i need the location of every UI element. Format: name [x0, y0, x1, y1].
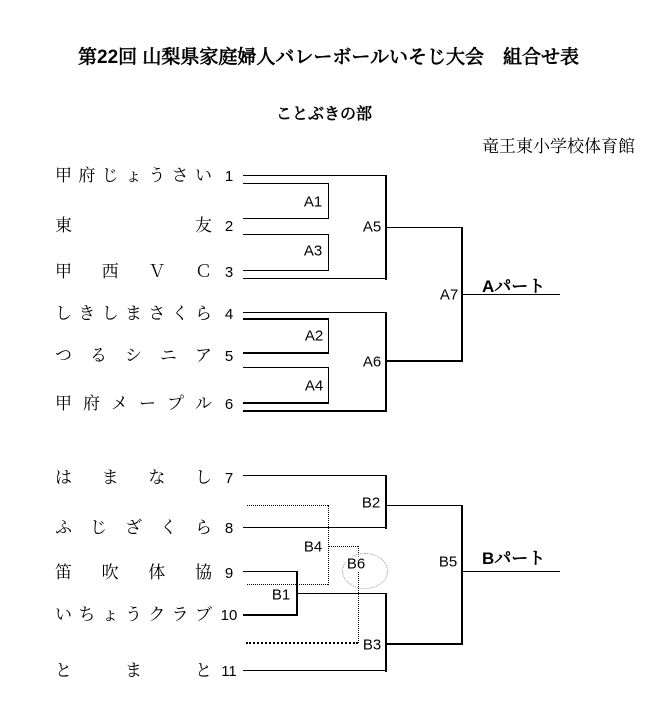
match-b4-winner-dotted-line: [328, 546, 358, 547]
team10-line: [243, 614, 296, 616]
team-row-4: [55, 303, 243, 325]
loser-b1-dotted-line: [247, 584, 328, 585]
match-label-a1: A1: [303, 193, 323, 211]
team-name: 笛 吹 体 協: [55, 563, 212, 582]
team-name: い ち ょ う ク ラ ブ: [55, 605, 212, 624]
team-seed: 9: [224, 565, 234, 582]
team7-line: [243, 475, 386, 476]
match-b4-dotted-bracket: [328, 505, 329, 585]
match-b5-bracket: [461, 505, 463, 645]
match-label-b5: B5: [438, 553, 458, 571]
team-seed: 2: [224, 218, 234, 235]
team-name: 甲 府 メ ー プ ル: [55, 394, 212, 413]
match-label-a5: A5: [362, 218, 382, 236]
match-a1-bracket: [328, 183, 329, 219]
team1-line-a1: [243, 183, 328, 184]
team-seed: 7: [224, 470, 234, 487]
team5-line-a4: [243, 367, 328, 368]
team-name: ふ じ ざ く ら: [55, 518, 212, 537]
team-row-3: [55, 261, 243, 283]
team1-line: [243, 175, 386, 176]
team-seed: 1: [224, 168, 234, 185]
team-name: 甲 西 Ｖ Ｃ: [55, 262, 212, 281]
team11-line: [243, 670, 386, 671]
team-name: と ま と: [55, 661, 212, 680]
match-label-a6: A6: [362, 353, 382, 371]
match-b3-bracket: [385, 593, 387, 672]
match-label-b1: B1: [271, 586, 291, 604]
match-label-b4: B4: [303, 538, 323, 556]
division-title: ことぶきの部: [276, 106, 373, 123]
page-title: 第22回 山梨県家庭婦人バレーボールいそじ大会 組合せ表: [78, 47, 580, 68]
team3-line-a3: [243, 270, 328, 271]
b-part-label: Bパート: [482, 549, 546, 568]
match-b2-bracket: [385, 475, 387, 529]
match-label-a2: A2: [304, 327, 324, 345]
b-part-winner-line: [461, 571, 560, 572]
match-a6-winner-line: [387, 360, 461, 362]
match-b1-winner-line: [298, 593, 385, 594]
loser-b3-dotted-line: [246, 642, 358, 644]
team2-line-a1: [243, 218, 328, 219]
match-label-a4: A4: [304, 377, 324, 395]
team-name: 甲 府 じ ょ う さ い: [55, 166, 212, 185]
team9-line: [243, 571, 296, 572]
team-seed: 4: [224, 306, 234, 323]
team-seed: 6: [224, 396, 234, 413]
match-a4-bracket: [328, 367, 329, 404]
team-seed: 8: [224, 520, 234, 537]
team-row-7: [55, 467, 243, 489]
team2-line-a3: [243, 234, 328, 235]
team-row-1: [55, 165, 243, 187]
match-label-a3: A3: [303, 242, 323, 260]
team-row-10: [55, 604, 243, 626]
match-a6-bracket: [385, 312, 387, 412]
team6-line: [243, 410, 386, 412]
team8-line: [243, 527, 386, 528]
team-row-5: [55, 345, 243, 367]
venue-label: 竜王東小学校体育館: [482, 137, 635, 156]
match-label-b3: B3: [362, 636, 382, 654]
team-name: し き し ま さ く ら: [55, 304, 212, 323]
team-row-8: [55, 517, 243, 539]
team-name: は ま な し: [55, 468, 212, 487]
team-name: 東 友: [55, 216, 212, 235]
team4-line: [243, 312, 386, 313]
team4-line-a2: [243, 318, 328, 320]
match-b2-winner-line: [387, 505, 461, 506]
match-a3-bracket: [328, 234, 329, 271]
team-seed: 3: [224, 264, 234, 281]
team-row-11: [55, 660, 243, 682]
match-label-a7: A7: [439, 286, 459, 304]
team-seed: 11: [221, 663, 237, 680]
team5-line-a2: [243, 352, 328, 354]
match-b3-winner-line: [387, 643, 461, 645]
match-label-b2: B2: [361, 494, 381, 512]
team-seed: 10: [220, 607, 238, 624]
team-row-6: [55, 393, 243, 415]
a-part-label: Aパート: [482, 277, 546, 296]
team3-line: [243, 278, 386, 279]
match-a2-bracket: [328, 318, 329, 354]
match-a5-winner-line: [387, 227, 461, 228]
team-row-9: [55, 562, 243, 584]
team-name: つ る シ ニ ア: [55, 346, 212, 365]
loser-b2-dotted-line: [247, 505, 328, 506]
match-label-b6: B6: [346, 555, 366, 573]
team-seed: 5: [224, 348, 234, 365]
team6-line-a4: [243, 402, 328, 404]
team-row-2: [55, 215, 243, 237]
